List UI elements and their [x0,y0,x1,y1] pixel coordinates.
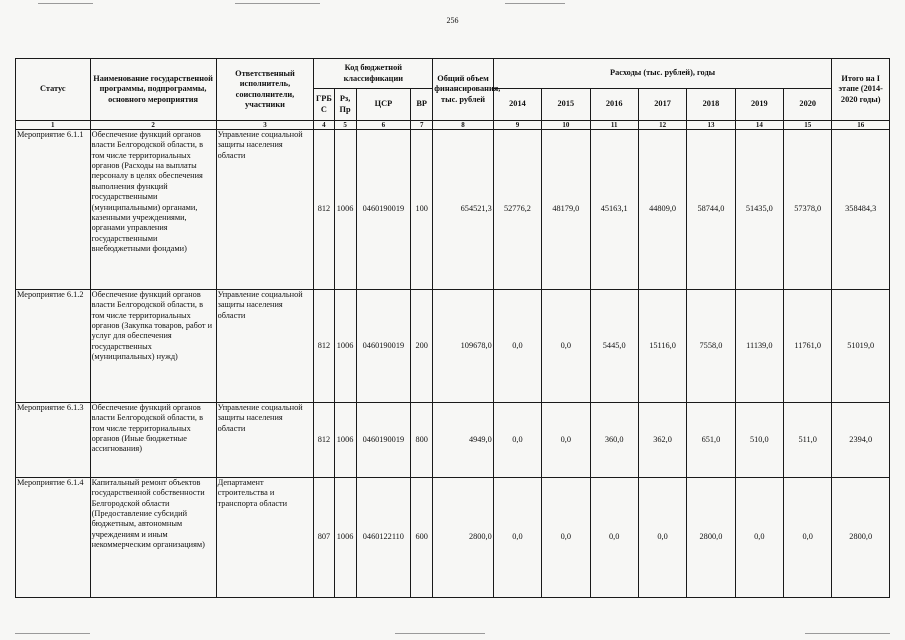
row-rz-pr: 1006 [334,403,356,478]
column-number: 14 [735,121,783,130]
row-year-value: 5445,0 [590,290,638,403]
row-vr: 600 [411,478,433,598]
row-status: Мероприятие 6.1.2 [16,290,91,403]
column-number: 10 [542,121,590,130]
row-grbs: 812 [314,403,334,478]
scan-edge-bottom-left [15,633,90,634]
scan-edge-top-right [505,3,565,4]
column-number: 13 [687,121,735,130]
column-number: 2 [90,121,216,130]
row-csr: 0460190019 [356,403,410,478]
header-year: 2019 [735,89,783,121]
row-total: 654521,3 [433,130,493,290]
header-csr: ЦСР [356,89,410,121]
row-year-value: 11139,0 [735,290,783,403]
budget-table [15,58,890,598]
row-rz-pr: 1006 [334,290,356,403]
column-number: 7 [411,121,433,130]
row-year-value: 0,0 [493,290,541,403]
column-number: 9 [493,121,541,130]
header-total-funding: Общий объем финансирования, тыс. рублей [433,59,493,121]
scan-edge-top-mid [235,3,320,4]
column-number: 16 [832,121,890,130]
row-vr: 800 [411,403,433,478]
row-stage-total: 2394,0 [832,403,890,478]
row-status: Мероприятие 6.1.4 [16,478,91,598]
table-row [16,130,890,290]
row-year-value: 0,0 [638,478,686,598]
header-year: 2018 [687,89,735,121]
row-year-value: 0,0 [493,403,541,478]
column-number: 4 [314,121,334,130]
row-grbs: 812 [314,130,334,290]
row-year-value: 51435,0 [735,130,783,290]
column-number: 6 [356,121,410,130]
column-number: 5 [334,121,356,130]
row-year-value: 45163,1 [590,130,638,290]
row-grbs: 812 [314,290,334,403]
table-row [16,478,890,598]
column-number: 15 [784,121,832,130]
header-year: 2017 [638,89,686,121]
column-number: 12 [638,121,686,130]
scan-edge-top-left [38,3,93,4]
row-vr: 200 [411,290,433,403]
row-stage-total: 358484,3 [832,130,890,290]
row-name: Обеспечение функций органов власти Белгородской области, в том числе территориальных органов (Расходы на выплаты персоналу в целях обеспечения выполнения функций государственными (муниципальными) органами, казенными учреждениями, органами управления государственными внебюджетными фондами) [90,130,216,290]
column-number: 11 [590,121,638,130]
row-responsible: Управление социальной защиты населения области [216,403,314,478]
column-number-row [16,121,890,130]
header-expenses: Расходы (тыс. рублей), годы [493,59,832,89]
column-number: 3 [216,121,314,130]
row-rz-pr: 1006 [334,130,356,290]
row-year-value: 511,0 [784,403,832,478]
row-year-value: 0,0 [735,478,783,598]
scan-edge-bottom-right [805,633,890,634]
row-total: 2800,0 [433,478,493,598]
header-vr: ВР [411,89,433,121]
row-stage-total: 2800,0 [832,478,890,598]
table-row [16,403,890,478]
row-year-value: 0,0 [784,478,832,598]
row-name: Обеспечение функций органов власти Белгородской области, в том числе территориальных органов (Иные бюджетные ассигнования) [90,403,216,478]
row-total: 4949,0 [433,403,493,478]
row-csr: 0460122110 [356,478,410,598]
row-rz-pr: 1006 [334,478,356,598]
scan-edge-bottom-mid [395,633,485,634]
row-responsible: Департамент строительства и транспорта области [216,478,314,598]
row-year-value: 0,0 [542,478,590,598]
row-vr: 100 [411,130,433,290]
row-year-value: 11761,0 [784,290,832,403]
row-stage-total: 51019,0 [832,290,890,403]
header-responsible: Ответственный исполнитель, соисполнители, участники [216,59,314,121]
row-grbs: 807 [314,478,334,598]
row-total: 109678,0 [433,290,493,403]
row-year-value: 0,0 [542,290,590,403]
row-year-value: 510,0 [735,403,783,478]
row-status: Мероприятие 6.1.3 [16,403,91,478]
column-number: 1 [16,121,91,130]
row-year-value: 0,0 [542,403,590,478]
header-year: 2014 [493,89,541,121]
header-year: 2015 [542,89,590,121]
row-csr: 0460190019 [356,130,410,290]
row-name: Обеспечение функций органов власти Белгородской области, в том числе территориальных органов (Закупка товаров, работ и услуг для обеспечения государственных (муниципальных) нужд) [90,290,216,403]
row-year-value: 362,0 [638,403,686,478]
header-rz-pr: Рз, Пр [334,89,356,121]
column-number: 8 [433,121,493,130]
row-year-value: 0,0 [493,478,541,598]
row-year-value: 48179,0 [542,130,590,290]
header-name: Наименование государственной программы, подпрограммы, основного мероприятия [90,59,216,121]
row-year-value: 52776,2 [493,130,541,290]
row-name: Капитальный ремонт объектов государственной собственности Белгородской области (Предоставление субсидий бюджетным, автономным учреждениям и иным некоммерческим организациям) [90,478,216,598]
page-number: 256 [446,16,459,25]
row-year-value: 2800,0 [687,478,735,598]
row-year-value: 58744,0 [687,130,735,290]
row-status: Мероприятие 6.1.1 [16,130,91,290]
row-year-value: 57378,0 [784,130,832,290]
header-status: Статус [16,59,91,121]
row-year-value: 360,0 [590,403,638,478]
row-responsible: Управление социальной защиты населения области [216,130,314,290]
row-year-value: 0,0 [590,478,638,598]
row-year-value: 651,0 [687,403,735,478]
table-row [16,290,890,403]
header-row-top [16,59,890,89]
row-year-value: 15116,0 [638,290,686,403]
row-csr: 0460190019 [356,290,410,403]
row-year-value: 44809,0 [638,130,686,290]
header-stage-total: Итого на I этапе (2014-2020 годы) [832,59,890,121]
header-grbs: ГРБ С [314,89,334,121]
header-year: 2020 [784,89,832,121]
row-responsible: Управление социальной защиты населения области [216,290,314,403]
header-budget-code: Код бюджетной классификации [314,59,433,89]
header-year: 2016 [590,89,638,121]
row-year-value: 7558,0 [687,290,735,403]
